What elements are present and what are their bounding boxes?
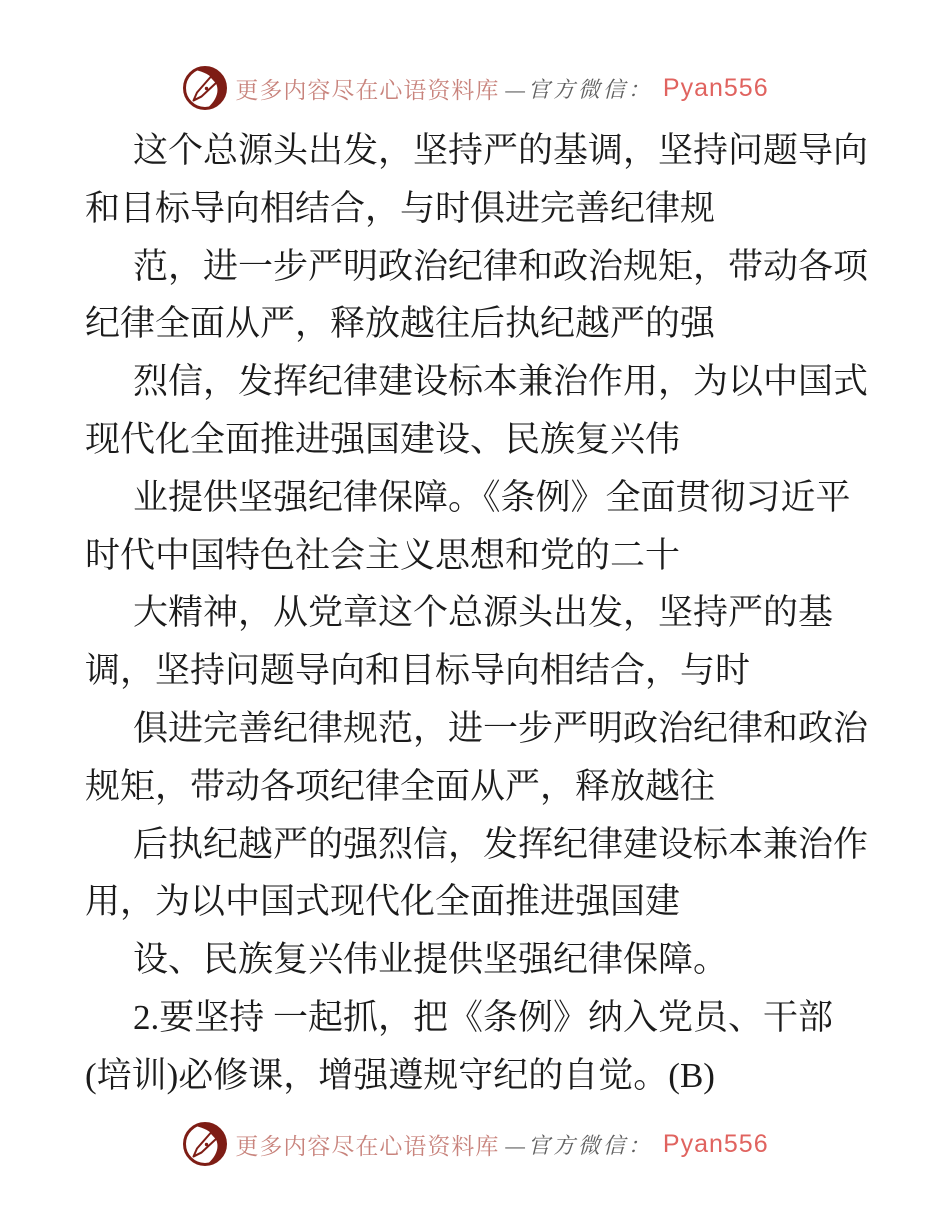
text-line: 大精神，从党章这个总源头出发，坚持严的基 xyxy=(133,593,834,633)
pen-swirl-logo-icon xyxy=(181,1120,229,1168)
text-line: 用，为以中国式现代化全面推进强国建 xyxy=(85,882,681,922)
brand-text: 更多内容尽在心语资料库 xyxy=(235,1133,500,1159)
text-line: 业提供坚强纪律保障。《条例》全面贯彻习近平 xyxy=(133,477,851,517)
text-line: 烈信，发挥纪律建设标本兼治作用，为以中国式 xyxy=(133,362,869,402)
document-body xyxy=(85,122,910,1105)
text-line: 设、民族复兴伟业提供坚强纪律保障。 xyxy=(133,940,729,980)
text-line: 俱进完善纪律规范，进一步严明政治纪律和政治 xyxy=(133,708,869,748)
watermark-header xyxy=(0,64,950,112)
text-line: 范，进一步严明政治纪律和政治规矩，带动各项 xyxy=(133,246,869,286)
wechat-label: —官方微信： xyxy=(505,76,653,102)
text-line: 后执纪越严的强烈信，发挥纪律建设标本兼治作 xyxy=(133,824,869,864)
text-line: (培训)必修课，增强遵规守纪的自觉。(B) xyxy=(85,1055,715,1095)
text-line: 2.要坚持 一起抓，把《条例》纳入党员、干部 xyxy=(133,997,834,1037)
text-line: 规矩，带动各项纪律全面从严，释放越往 xyxy=(85,766,716,806)
wechat-id: Pyan556 xyxy=(662,73,769,102)
text-line: 这个总源头出发，坚持严的基调，坚持问题导向 xyxy=(133,131,869,170)
wechat-label: —官方微信： xyxy=(505,1132,653,1158)
pen-swirl-logo-icon xyxy=(181,64,229,112)
watermark-footer xyxy=(0,1120,950,1168)
text-line: 现代化全面推进强国建设、民族复兴伟 xyxy=(85,419,681,459)
brand-text: 更多内容尽在心语资料库 xyxy=(235,77,500,103)
text-line: 纪律全面从严，释放越往后执纪越严的强 xyxy=(85,304,716,344)
text-line: 调，坚持问题导向和目标导向相结合，与时 xyxy=(85,651,751,691)
wechat-id: Pyan556 xyxy=(662,1129,769,1158)
text-line: 时代中国特色社会主义思想和党的二十 xyxy=(85,535,681,575)
text-line: 和目标导向相结合，与时俱进完善纪律规 xyxy=(85,188,716,228)
